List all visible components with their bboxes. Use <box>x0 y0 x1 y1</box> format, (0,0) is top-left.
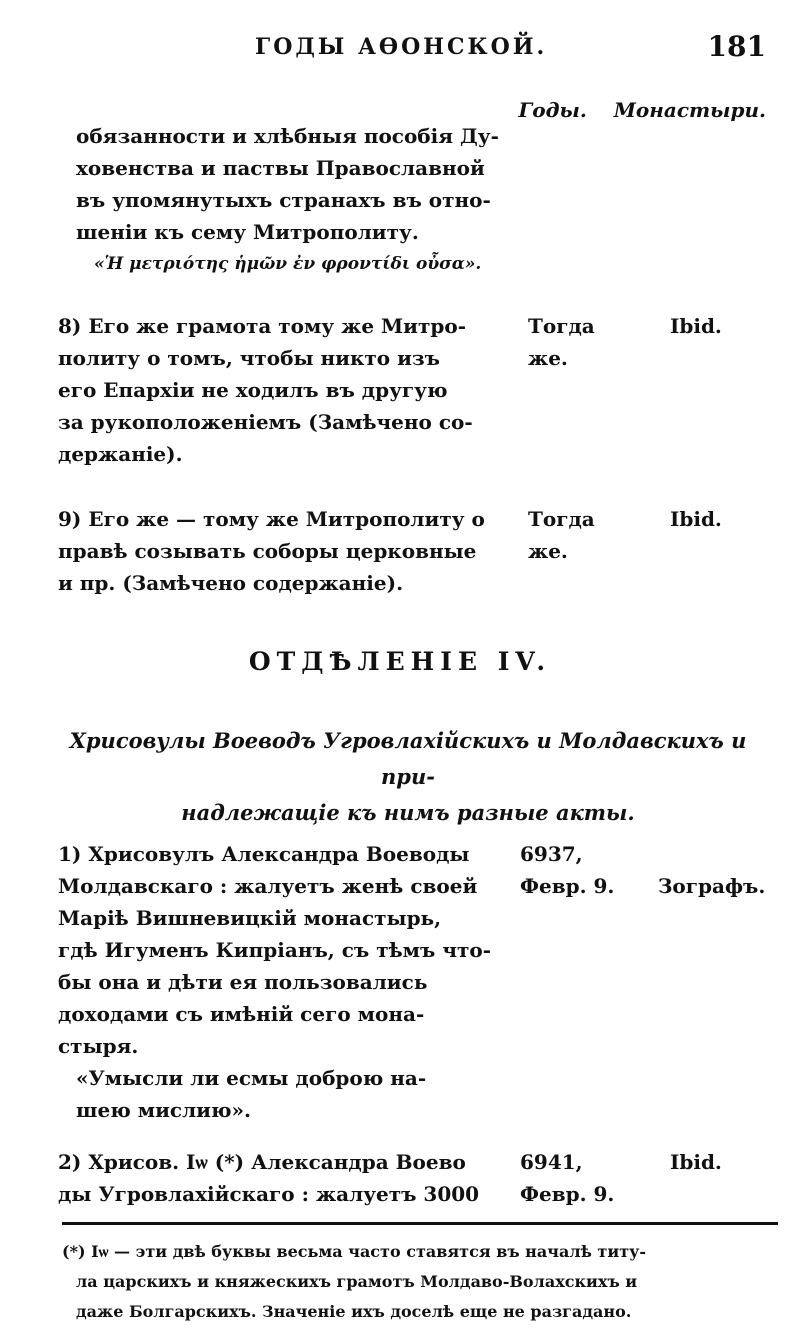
text-line: стыря. <box>58 1034 139 1058</box>
monasteries-column-heading: Монастыри. <box>613 98 766 122</box>
year-line: же. <box>528 539 568 563</box>
text-line: шеніи къ сему Митрополиту. <box>76 220 419 244</box>
footnote-divider <box>62 1222 778 1225</box>
year-line: же. <box>528 346 568 370</box>
entry-number: 9) <box>58 507 82 531</box>
entry-text <box>58 1146 513 1210</box>
text-line: бы она и дѣти ея пользовались <box>58 970 428 994</box>
subtitle-line: Хрисовулы Воеводъ Угровлахійскихъ и Молдавскихъ и при- <box>69 728 747 789</box>
quote-line: шею мислию». <box>76 1098 251 1122</box>
entry-monastery: Зографъ. <box>658 874 766 898</box>
section-title: ОТДѢЛЕНІЕ IV. <box>248 647 552 676</box>
running-head: ГОДЫ АѲОНСКОЙ. <box>255 34 548 60</box>
year-line: 6941, <box>520 1150 583 1174</box>
subtitle-line: надлежащіе къ нимъ разные акты. <box>181 800 635 825</box>
text-line: ховенства и паствы Православной <box>76 156 485 180</box>
text-line: Хрисов. Іѡ (*) Александра Воево <box>88 1150 466 1174</box>
entry-monastery: Ibid. <box>670 507 722 531</box>
entry-number: 2) <box>58 1150 82 1174</box>
footnote-line: даже Болгарскихъ. Значеніе ихъ доселѣ еще не разгадано. <box>76 1302 632 1321</box>
year-line: Февр. 9. <box>520 1182 615 1206</box>
continued-entry-text <box>76 120 516 280</box>
text-line: обязанности и хлѣбныя пособія Ду- <box>76 124 499 148</box>
page-number: 181 <box>707 30 766 63</box>
text-line: въ упомянутыхъ странахъ въ отно- <box>76 188 491 212</box>
text-line: ды Угровлахійскаго : жалуетъ 3000 <box>58 1182 480 1206</box>
text-line: за рукоположеніемъ (Замѣчено со- <box>58 410 473 434</box>
entry-year <box>520 838 640 902</box>
text-line: Его же грамота тому же Митро- <box>88 314 467 338</box>
text-line: правѣ созывать соборы церковные <box>58 539 477 563</box>
entry-number: 1) <box>58 842 82 866</box>
text-line: политу о томъ, чтобы никто изъ <box>58 346 441 370</box>
year-line: Февр. 9. <box>520 874 615 898</box>
page-header <box>0 30 800 70</box>
greek-quote: «Ἡ μετριότης ἡμῶν ἐν φροντίδι οὖσα». <box>94 254 482 274</box>
entry-number: 8) <box>58 314 82 338</box>
text-line: держаніе). <box>58 442 183 466</box>
entry-monastery: Ibid. <box>670 1150 722 1174</box>
year-line: Тогда <box>528 507 595 531</box>
text-line: и пр. (Замѣчено содержаніе). <box>58 571 404 595</box>
entry-year <box>520 1146 640 1210</box>
column-headings <box>498 98 766 122</box>
text-line: Молдавскаго : жалуетъ женѣ своей <box>58 874 478 898</box>
entry-year <box>528 310 648 374</box>
footnote <box>62 1237 778 1327</box>
quote-line: «Умысли ли есмы доброю на- <box>76 1066 427 1090</box>
entry-monastery: Ibid. <box>670 314 722 338</box>
text-line: Его же — тому же Митрополиту о <box>88 507 485 531</box>
text-line: Хрисовулъ Александра Воеводы <box>88 842 470 866</box>
years-column-heading: Годы. <box>518 98 587 122</box>
text-line: доходами съ имѣній сего мона- <box>58 1002 425 1026</box>
section-subtitle <box>50 723 766 831</box>
text-line: гдѣ Игуменъ Кипріанъ, съ тѣмъ что- <box>58 938 492 962</box>
text-line: его Епархіи не ходилъ въ другую <box>58 378 448 402</box>
year-line: Тогда <box>528 314 595 338</box>
text-line: Маріѣ Вишневицкій монастырь, <box>58 906 442 930</box>
entry-text <box>58 838 513 1126</box>
entry-year <box>528 503 648 567</box>
entry-text <box>58 310 513 470</box>
entry-text <box>58 503 513 599</box>
footnote-line: ла царскихъ и княжескихъ грамотъ Молдаво-Волахскихъ и <box>76 1272 638 1291</box>
year-line: 6937, <box>520 842 583 866</box>
footnote-line: (*) Іѡ — эти двѣ буквы весьма часто ставятся въ началѣ титу- <box>62 1242 647 1261</box>
